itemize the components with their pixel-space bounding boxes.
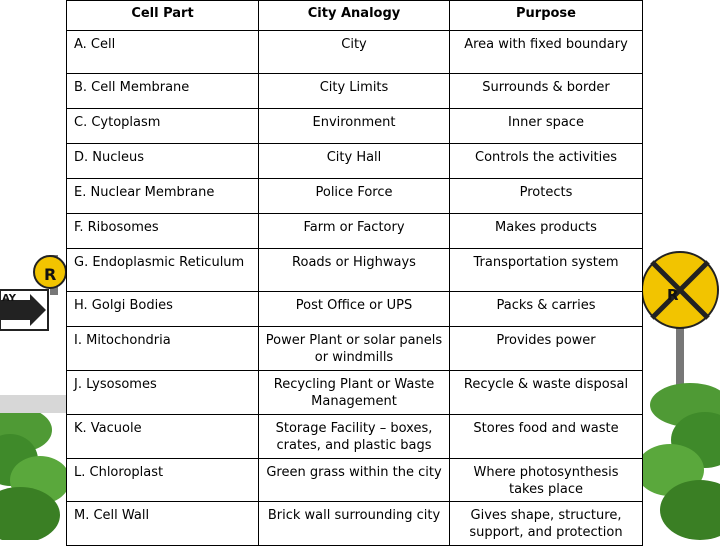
cell-part: A. Cell [67, 31, 259, 74]
table-row [67, 249, 643, 292]
city-analogy: Green grass within the city [259, 459, 450, 502]
table-row [67, 214, 643, 249]
city-analogy: Recycling Plant or Waste Management [259, 371, 450, 415]
purpose: Provides power [450, 327, 643, 371]
city-analogy: Brick wall surrounding city [259, 502, 450, 546]
cell-part: L. Chloroplast [67, 459, 259, 502]
left-trees-image [0, 395, 70, 540]
table-row [67, 502, 643, 546]
table-row [67, 179, 643, 214]
purpose: Stores food and waste [450, 415, 643, 459]
header-purpose: Purpose [450, 1, 643, 31]
table-row [67, 415, 643, 459]
table-row [67, 74, 643, 109]
cell-part: M. Cell Wall [67, 502, 259, 546]
cell-city-analogy-table [66, 0, 643, 546]
cell-part: E. Nuclear Membrane [67, 179, 259, 214]
cell-city-analogy-table-container [66, 0, 642, 540]
city-analogy: Police Force [259, 179, 450, 214]
city-analogy: City Limits [259, 74, 450, 109]
table-row [67, 371, 643, 415]
city-analogy: Roads or Highways [259, 249, 450, 292]
left-sign-letter: R [44, 265, 57, 284]
purpose: Gives shape, structure, support, and protection [450, 502, 643, 546]
table-row [67, 459, 643, 502]
purpose: Packs & carries [450, 292, 643, 327]
city-analogy: Storage Facility – boxes, crates, and plastic bags [259, 415, 450, 459]
purpose: Surrounds & border [450, 74, 643, 109]
purpose: Inner space [450, 109, 643, 144]
purpose: Recycle & waste disposal [450, 371, 643, 415]
city-analogy: Power Plant or solar panels or windmills [259, 327, 450, 371]
city-analogy: Post Office or UPS [259, 292, 450, 327]
cell-part: I. Mitochondria [67, 327, 259, 371]
right-sign-letter: R [667, 286, 679, 304]
cell-part: H. Golgi Bodies [67, 292, 259, 327]
table-row [67, 109, 643, 144]
cell-part: C. Cytoplasm [67, 109, 259, 144]
header-cell-part: Cell Part [67, 1, 259, 31]
table-header-row [67, 1, 643, 31]
purpose: Transportation system [450, 249, 643, 292]
table-row [67, 144, 643, 179]
cell-part: B. Cell Membrane [67, 74, 259, 109]
table-row [67, 292, 643, 327]
city-analogy: Farm or Factory [259, 214, 450, 249]
purpose: Area with fixed boundary [450, 31, 643, 74]
right-trees-image [636, 383, 720, 540]
purpose: Makes products [450, 214, 643, 249]
table-row [67, 327, 643, 371]
table-row [67, 31, 643, 74]
purpose: Where photosynthesis takes place [450, 459, 643, 502]
cell-part: F. Ribosomes [67, 214, 259, 249]
city-analogy: City Hall [259, 144, 450, 179]
right-railroad-sign-icon [642, 252, 718, 390]
city-analogy: Environment [259, 109, 450, 144]
header-city-analogy: City Analogy [259, 1, 450, 31]
city-analogy: City [259, 31, 450, 74]
left-arrow-sign-icon [0, 290, 48, 330]
left-arrow-sign-text: AY [2, 293, 17, 304]
cell-part: K. Vacuole [67, 415, 259, 459]
cell-part: G. Endoplasmic Reticulum [67, 249, 259, 292]
purpose: Protects [450, 179, 643, 214]
cell-part: J. Lysosomes [67, 371, 259, 415]
purpose: Controls the activities [450, 144, 643, 179]
cell-part: D. Nucleus [67, 144, 259, 179]
